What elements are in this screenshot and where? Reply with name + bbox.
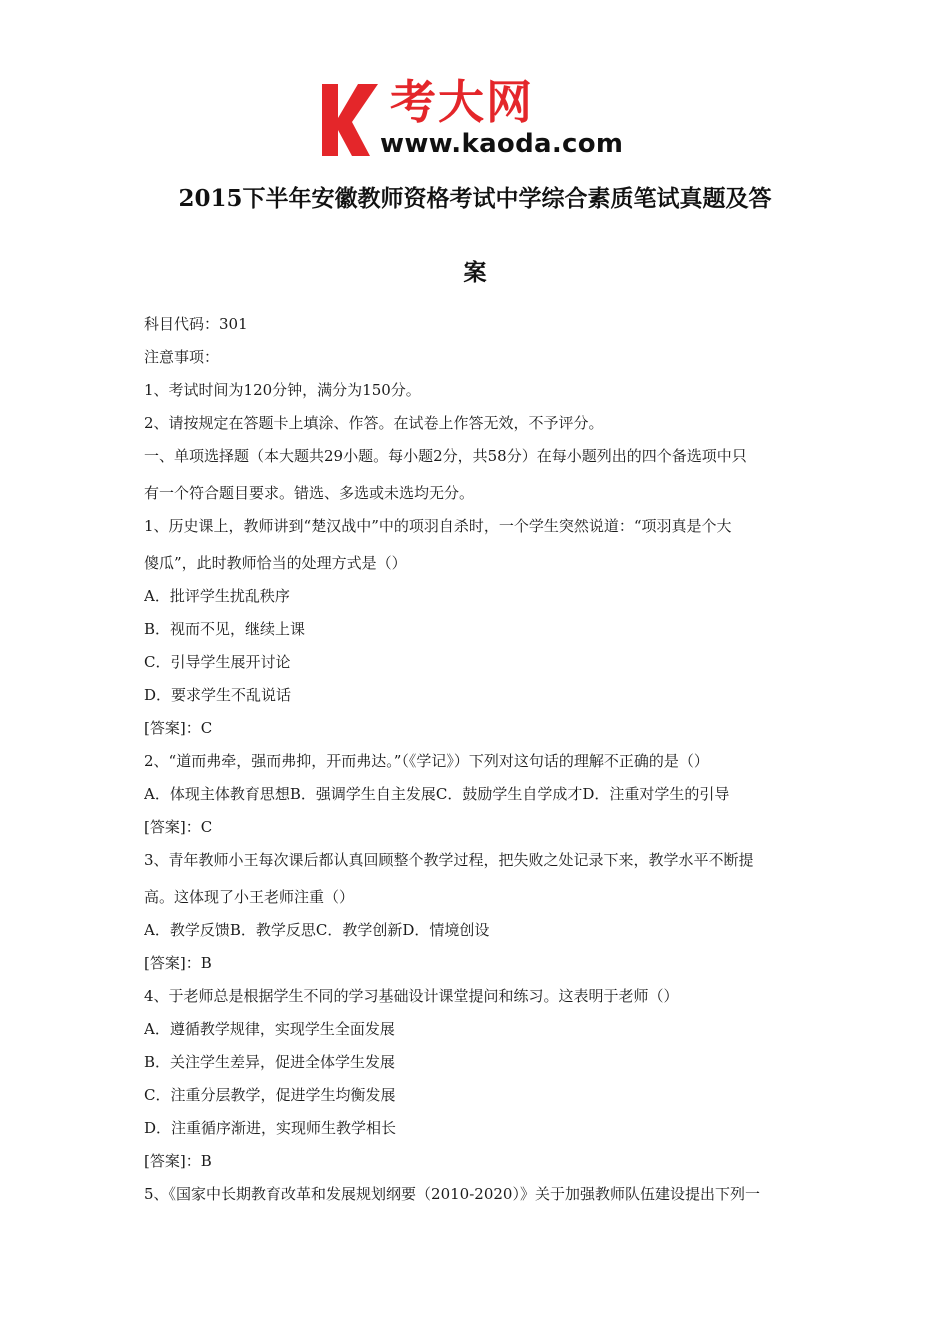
body-line: [答案]：B [144,954,212,972]
body-line: 4、于老师总是根据学生不同的学习基础设计课堂提问和练习。这表明于老师（） [144,987,679,1005]
body-line: 2、“道而弗牵，强而弗抑，开而弗达。”（《学记》）下列对这句话的理解不正确的是（） [144,752,709,770]
body-line: 5、《国家中长期教育改革和发展规划纲要（2010-2020）》关于加强教师队伍建设提出下列一 [144,1185,760,1203]
document-title-line-1: 2015下半年安徽教师资格考试中学综合素质笔试真题及答 [178,185,772,212]
body-line: A．遵循教学规律，实现学生全面发展 [144,1020,395,1038]
body-line: A．教学反馈B．教学反思C．教学创新D．情境创设 [144,921,490,939]
body-line: 有一个符合题目要求。错选、多选或未选均无分。 [144,484,475,502]
body-line: A．批评学生扰乱秩序 [144,587,290,605]
body-line: [答案]：C [144,719,213,737]
body-line: 科目代码：301 [144,315,248,333]
body-line: B．关注学生差异，促进全体学生发展 [144,1053,396,1071]
logo-brand-text: 考大网 [390,75,534,129]
body-line: D．注重循序渐进，实现师生教学相长 [144,1119,397,1137]
body-line: D．要求学生不乱说话 [144,686,292,704]
body-line: 一、单项选择题（本大题共29小题。每小题2分，共58分）在每小题列出的四个备选项中只 [144,447,747,465]
body-line: [答案]：C [144,818,213,836]
body-line: [答案]：B [144,1152,212,1170]
document-body [144,310,810,1213]
body-line: 2、请按规定在答题卡上填涂、作答。在试卷上作答无效，不予评分。 [144,414,604,432]
body-line: 傻瓜”，此时教师恰当的处理方式是（） [144,554,407,572]
body-line: 注意事项： [144,348,220,366]
k-logo-icon [318,80,382,160]
body-line: 高。这体现了小王老师注重（） [144,888,355,906]
body-line: A．体现主体教育思想B．强调学生自主发展C．鼓励学生自学成才D．注重对学生的引导 [144,785,730,803]
body-line: C．注重分层教学，促进学生均衡发展 [144,1086,396,1104]
kaoda-logo [318,75,640,162]
document-title-line-2: 案 [463,259,487,286]
body-line: 1、考试时间为120分钟，满分为150分。 [144,381,421,399]
body-line: B．视而不见，继续上课 [144,620,306,638]
body-line: 3、青年教师小王每次课后都认真回顾整个教学过程，把失败之处记录下来，教学水平不断提 [144,851,754,869]
logo-url-text: www.kaoda.com [380,129,624,159]
body-line: C．引导学生展开讨论 [144,653,291,671]
body-line: 1、历史课上，教师讲到“楚汉战中”中的项羽自杀时，一个学生突然说道：“项羽真是个大 [144,517,732,535]
